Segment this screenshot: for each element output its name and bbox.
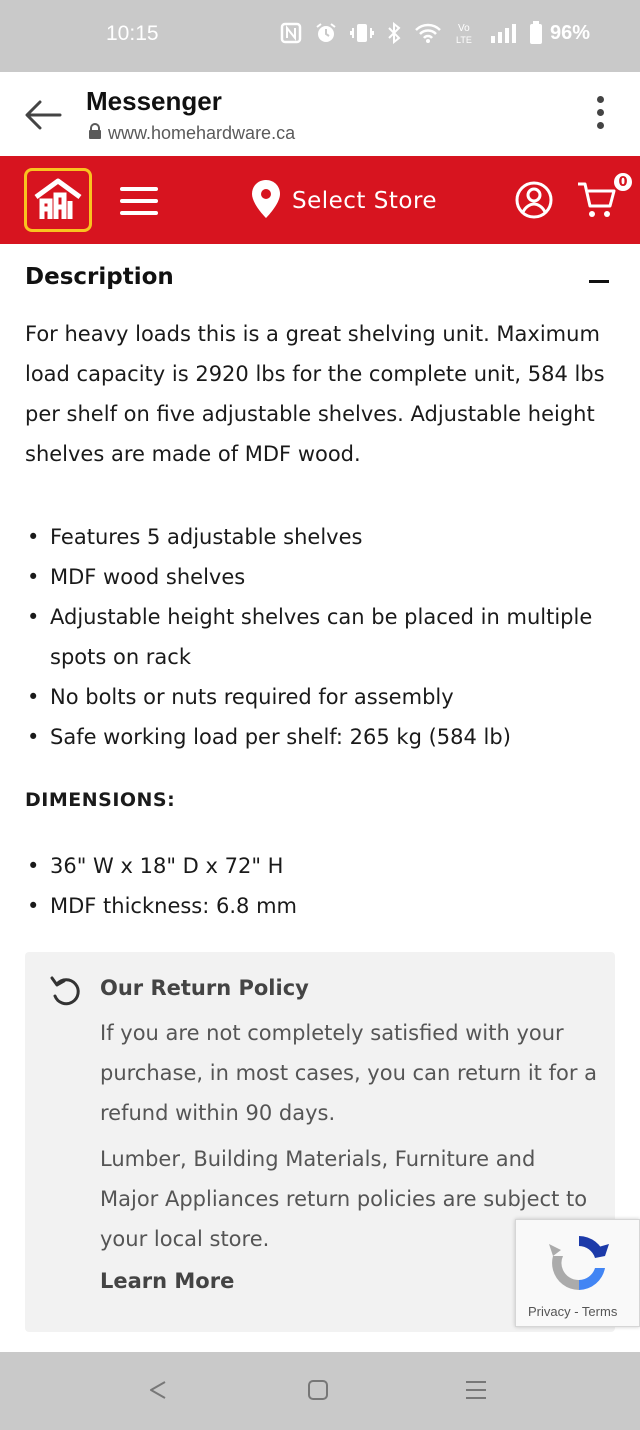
- url-text: www.homehardware.ca: [108, 123, 296, 143]
- cart-icon[interactable]: [576, 180, 618, 224]
- browser-title: Messenger: [86, 86, 222, 116]
- status-icons: [280, 21, 590, 45]
- return-arrow-icon: [49, 974, 83, 1012]
- description-paragraph: For heavy loads this is a great shelving unit. Maximum load capacity is 2920 lbs for the complete unit, 584 lbs per shelf on five adjustable shelves. Adjustable height shelves are made of MDF wood.: [25, 322, 605, 466]
- system-nav-bar: [0, 1352, 640, 1430]
- list-item: • No bolts or nuts required for assembly: [25, 677, 625, 717]
- list-item: • Features 5 adjustable shelves: [25, 517, 625, 557]
- recaptcha-icon: [546, 1230, 612, 1300]
- status-time: 10:15: [106, 22, 159, 45]
- learn-more-link[interactable]: Learn More: [100, 1269, 235, 1293]
- hamburger-menu-icon[interactable]: [120, 187, 158, 215]
- bluetooth-icon: [387, 22, 401, 44]
- list-item: • 36" W x 18" D x 72" H: [25, 846, 625, 886]
- site-header: [0, 156, 640, 244]
- lock-icon: [88, 123, 102, 144]
- wifi-icon: [414, 22, 442, 44]
- svg-text:Vo: Vo: [457, 23, 470, 34]
- recaptcha-badge[interactable]: [515, 1219, 640, 1327]
- list-item: • MDF thickness: 6.8 mm: [25, 886, 625, 926]
- browser-url[interactable]: [88, 123, 295, 144]
- return-policy-title: Our Return Policy: [100, 976, 309, 1000]
- vibrate-icon: [350, 22, 374, 44]
- battery-icon: [529, 21, 543, 45]
- select-store-button[interactable]: [252, 180, 437, 222]
- features-list: [25, 517, 625, 757]
- cart-count-badge: 0: [612, 171, 634, 193]
- select-store-label: Select Store: [292, 188, 438, 214]
- home-hardware-logo[interactable]: [24, 168, 92, 232]
- dimensions-heading: DIMENSIONS:: [25, 789, 176, 811]
- status-bar: [0, 0, 640, 72]
- nav-back-icon[interactable]: [146, 1378, 170, 1406]
- browser-header: [0, 72, 640, 156]
- back-arrow-icon[interactable]: [22, 94, 64, 136]
- nav-home-icon[interactable]: [306, 1378, 330, 1406]
- return-policy-note: Lumber, Building Materials, Furniture and Major Appliances return policies are subject to your local store.: [100, 1147, 588, 1251]
- account-icon[interactable]: [514, 180, 554, 224]
- battery-level: 96%: [549, 21, 590, 44]
- recaptcha-links[interactable]: Privacy - Terms: [528, 1304, 618, 1319]
- location-pin-icon: [252, 180, 280, 222]
- description-heading[interactable]: Description: [25, 264, 174, 290]
- volte-icon: [455, 21, 477, 45]
- more-options-icon[interactable]: [594, 96, 606, 134]
- alarm-icon: [315, 22, 337, 44]
- dimensions-list: [25, 846, 625, 926]
- list-item: • MDF wood shelves: [25, 557, 625, 597]
- signal-icon: [490, 22, 516, 44]
- list-item: • Safe working load per shelf: 265 kg (584 lb): [25, 717, 625, 757]
- return-policy-text: If you are not completely satisfied with your purchase, in most cases, you can return it for a refund within 90 days.: [100, 1021, 597, 1125]
- list-item: • Adjustable height shelves can be placed in multiple spots on rack: [25, 597, 625, 677]
- nfc-icon: [280, 22, 302, 44]
- collapse-minus-icon[interactable]: [589, 280, 609, 283]
- svg-text:LTE: LTE: [455, 35, 472, 45]
- nav-recents-icon[interactable]: [464, 1378, 488, 1406]
